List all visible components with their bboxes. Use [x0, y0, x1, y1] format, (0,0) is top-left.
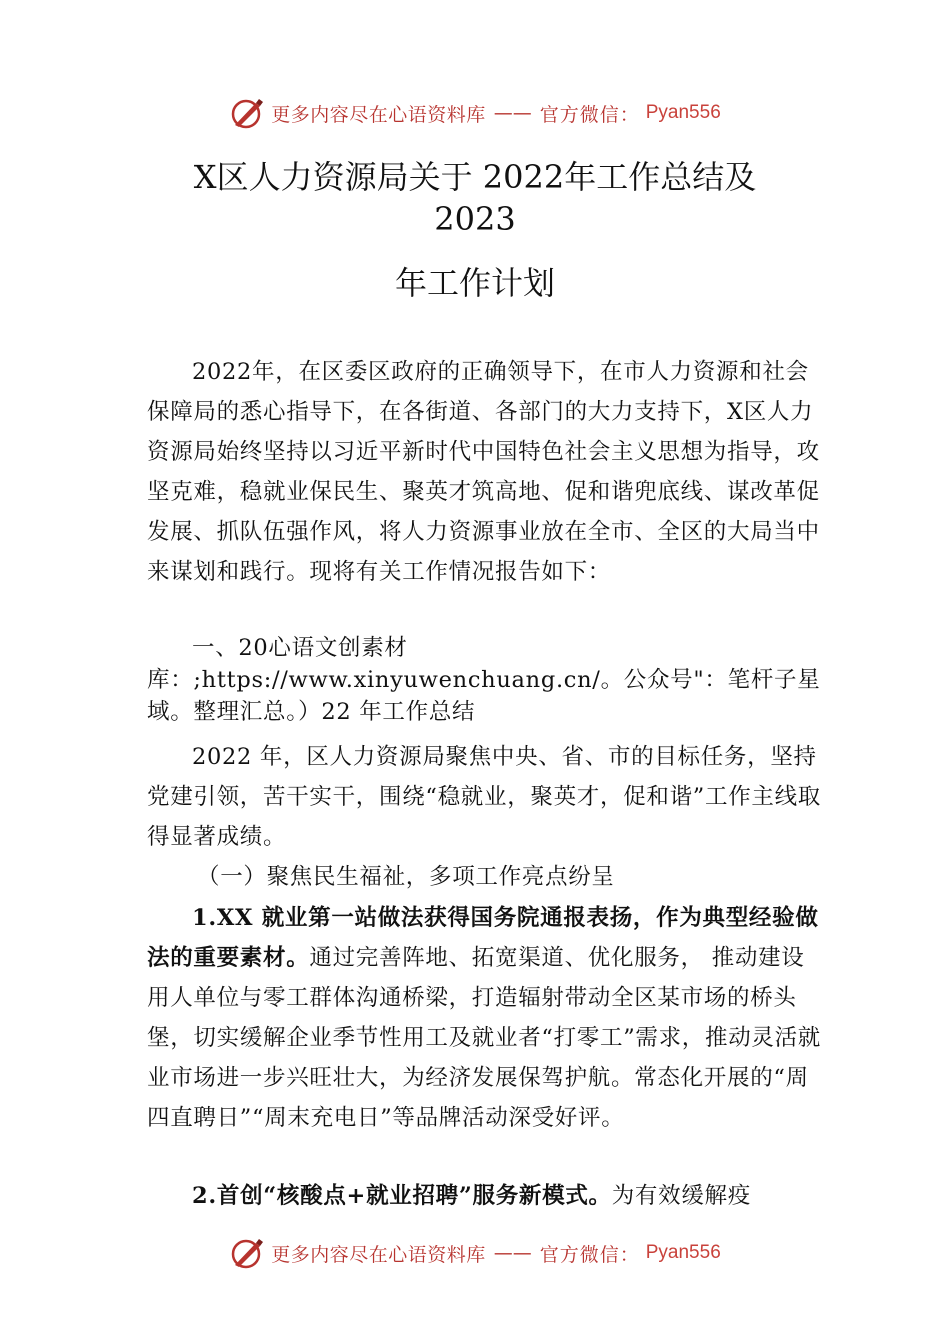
- item-two-lead: 2.首创“核酸点+就业招聘”服务新模式。: [192, 1183, 612, 1209]
- document-title-line2: 2023: [434, 200, 516, 238]
- item-one-lead: 1.XX 就业第一站做法获得国务院通报表扬，作为典型经验做法的重要素材。: [147, 905, 819, 971]
- pen-logo-icon: [229, 1237, 265, 1269]
- banner-contact-label: 官方微信：: [539, 1243, 640, 1266]
- footer-banner: [0, 1236, 950, 1270]
- banner-wechat-id: Pyan556: [645, 102, 721, 123]
- banner-separator: ——: [493, 1242, 532, 1264]
- subsection-heading: （一）聚焦民生福祉，多项工作亮点纷呈: [197, 864, 615, 890]
- pen-logo-icon: [229, 97, 265, 129]
- document-title-line1: X区人力资源局关于 2022年工作总结及: [193, 158, 757, 196]
- intro-paragraph: 2022年，在区委区政府的正确领导下，在市人力资源和社会保障局的悉心指导下，在各街道、各部门的大力支持下，X区人力资源局始终坚持以习近平新时代中国特色社会主义思想为指导，攻坚克难，稳就业保民生、聚英才筑高地、促和谐兜底线、谋改革促发展、抓队伍强作风，将人力资源事业放在全市、全区的大局当中来谋划和践行。现将有关工作情况报告如下：: [147, 359, 820, 585]
- banner-slogan: 更多内容尽在心语资料库: [271, 1243, 486, 1266]
- item-two-body: 为有效缓解疫: [611, 1183, 751, 1209]
- item-one-body: 通过完善阵地、拓宽渠道、优化服务， 推动建设用人单位与零工群体沟通桥梁，打造辐射带动全区某市场的桥头堡，切实缓解企业季节性用工及就业者“打零工”需求，推动灵活就业市场进一步兴旺壮大，为经济发展保驾护航。常态化开展的“周四直聘日”“周末充电日”等品牌活动深受好评。: [147, 945, 822, 1131]
- section-heading-one: 一、20心语文创素材库：;https://www.xinyuwenchuang.cn/。公众号"：笔杆子星域。整理汇总。）22 年工作总结: [147, 635, 821, 725]
- banner-slogan: 更多内容尽在心语资料库: [271, 103, 486, 126]
- banner-contact-label: 官方微信：: [539, 103, 640, 126]
- document-title-line3: 年工作计划: [394, 264, 555, 302]
- item-two-paragraph: [147, 1176, 823, 1216]
- summary-paragraph: 2022 年，区人力资源局聚焦中央、省、市的目标任务，坚持党建引领，苦干实干，围绕“稳就业，聚英才，促和谐”工作主线取得显著成绩。: [147, 744, 822, 850]
- item-one-paragraph: [147, 898, 823, 1138]
- banner-wechat-id: Pyan556: [645, 1242, 721, 1263]
- header-banner: [0, 96, 950, 130]
- banner-separator: ——: [493, 102, 532, 124]
